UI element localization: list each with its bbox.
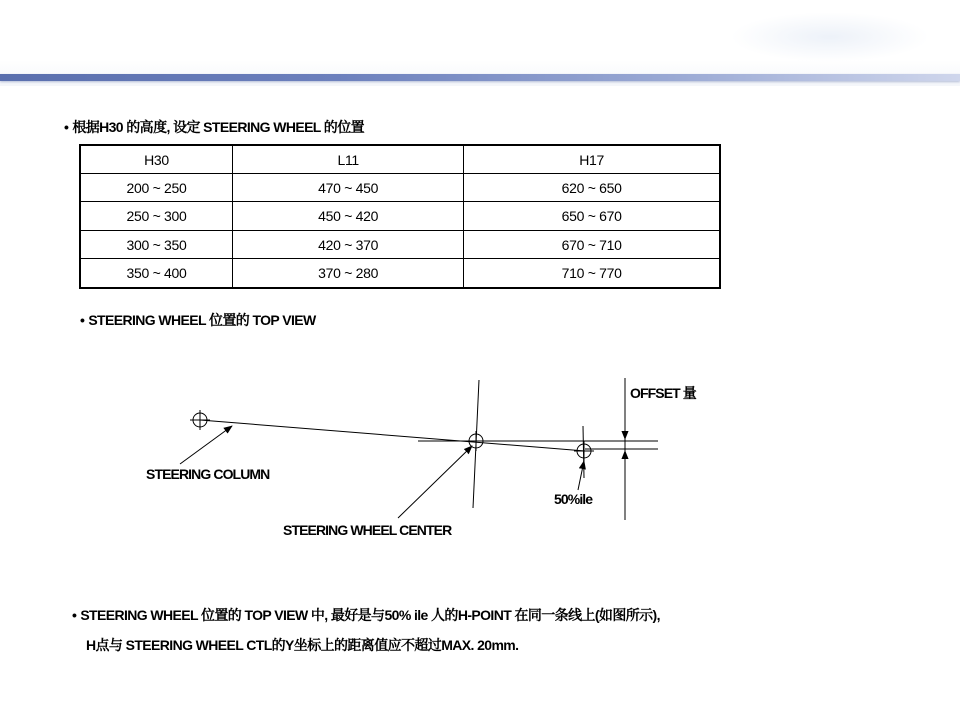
- bullet-icon: •: [72, 607, 77, 623]
- table-cell: 200 ~ 250: [80, 174, 233, 202]
- column-header-h17: H17: [464, 145, 720, 174]
- table-cell: 350 ~ 400: [80, 259, 233, 288]
- table-cell: 470 ~ 450: [233, 174, 464, 202]
- table-cell: 420 ~ 370: [233, 230, 464, 258]
- table-cell: 250 ~ 300: [80, 202, 233, 230]
- steering-column-label: STEERING COLUMN: [146, 466, 270, 482]
- table-cell: 450 ~ 420: [233, 202, 464, 230]
- wheel-center-label: STEERING WHEEL CENTER: [283, 522, 452, 538]
- offset-label: OFFSET 量: [630, 385, 696, 401]
- bullet-icon: •: [80, 312, 85, 328]
- table-cell: 300 ~ 350: [80, 230, 233, 258]
- column-header-l11: L11: [233, 145, 464, 174]
- section1-title: 根据H30 的高度, 设定 STEERING WHEEL 的位置: [72, 119, 364, 135]
- percentile-arrow: [578, 461, 584, 490]
- wheel-center-crosshair-icon: [466, 431, 486, 451]
- section3-line2: [86, 636, 518, 654]
- bullet-icon: •: [64, 119, 69, 135]
- steering-axis-line: [200, 420, 585, 451]
- table-cell: 670 ~ 710: [464, 230, 720, 258]
- column-header-h30: H30: [80, 145, 233, 174]
- section2-title: STEERING WHEEL 位置的 TOP VIEW: [88, 312, 316, 328]
- table-cell: 370 ~ 280: [233, 259, 464, 288]
- section3-line1: [72, 606, 660, 624]
- steering-column-arrow: [180, 426, 232, 464]
- steering-column-crosshair-icon: [190, 410, 210, 430]
- section3-line2-text: H点与 STEERING WHEEL CTL的Y坐标上的距离值应不超过MAX. 20mm.: [86, 637, 519, 653]
- table-cell: 620 ~ 650: [464, 174, 720, 202]
- percentile-label: 50%ile: [554, 491, 593, 507]
- section3-line1-text: STEERING WHEEL 位置的 TOP VIEW 中, 最好是与50% ile 人的H-POINT 在同一条线上(如图所示),: [80, 607, 660, 623]
- table-cell: 710 ~ 770: [464, 259, 720, 288]
- table-cell: 650 ~ 670: [464, 202, 720, 230]
- percentile-crosshair-icon: [574, 441, 594, 461]
- wheel-center-arrow: [398, 446, 472, 518]
